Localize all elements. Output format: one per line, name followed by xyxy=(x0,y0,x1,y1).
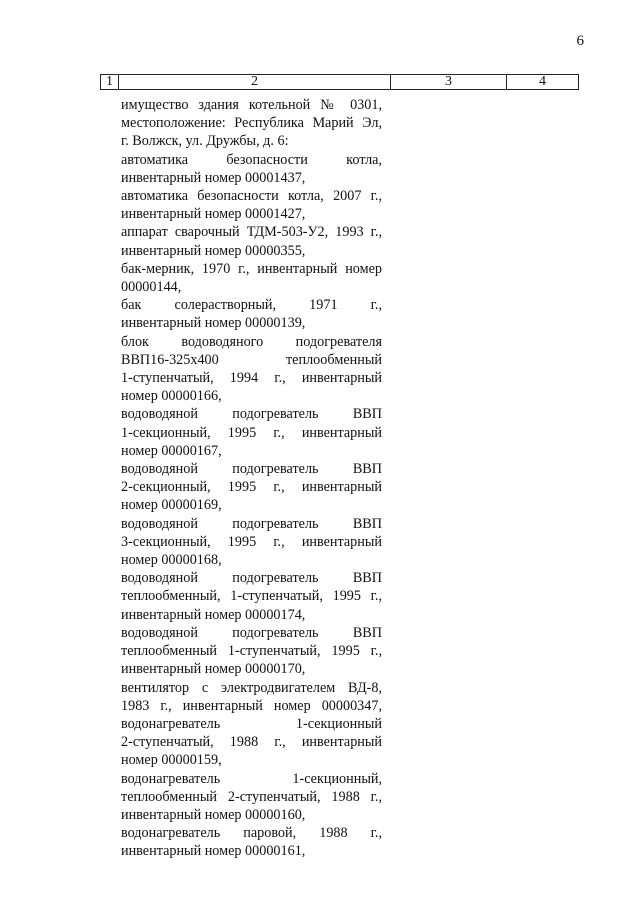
text-line: водоводяной подогреватель ВВП xyxy=(121,515,382,532)
table-header-row xyxy=(100,74,579,90)
text-line: инвентарный номер 00000174, xyxy=(121,606,306,623)
text-line: теплообменный, 1-ступенчатый, 1995 г., xyxy=(121,588,382,605)
property-list-text xyxy=(121,96,382,861)
text-line: инвентарный номер 00000139, xyxy=(121,315,306,332)
text-line: инвентарный номер 00001437, xyxy=(121,169,306,186)
text-line: 1983 г., инвентарный номер 00000347, xyxy=(121,697,382,714)
text-line: инвентарный номер 00001427, xyxy=(121,206,306,223)
text-line: блок водоводяного подогревателя xyxy=(121,333,382,350)
text-line: 2-ступенчатый, 1988 г., инвентарный xyxy=(121,734,382,751)
text-line: номер 00000166, xyxy=(121,388,222,405)
text-line: бак-мерник, 1970 г., инвентарный номер xyxy=(121,260,382,277)
text-line: водонагреватель 1-секционный xyxy=(121,715,382,732)
text-line: г. Волжск, ул. Дружбы, д. 6: xyxy=(121,133,289,150)
text-line: 00000144, xyxy=(121,279,182,296)
text-line: инвентарный номер 00000170, xyxy=(121,661,306,678)
text-line: водоводяной подогреватель ВВП xyxy=(121,624,382,641)
text-line: номер 00000168, xyxy=(121,552,222,569)
text-line: инвентарный номер 00000160, xyxy=(121,806,306,823)
text-line: теплообменный 2-ступенчатый, 1988 г., xyxy=(121,788,382,805)
text-line: водоводяной подогреватель ВВП xyxy=(121,570,382,587)
text-line: номер 00000167, xyxy=(121,442,222,459)
text-line: 1-ступенчатый, 1994 г., инвентарный xyxy=(121,370,382,387)
column-header-3: 3 xyxy=(391,75,507,89)
text-line: номер 00000169, xyxy=(121,497,222,514)
text-line: аппарат сварочный ТДМ-503-У2, 1993 г., xyxy=(121,224,382,241)
text-line: водоводяной подогреватель ВВП xyxy=(121,461,382,478)
text-line: инвентарный номер 00000161, xyxy=(121,843,306,860)
text-line: 1-секционный, 1995 г., инвентарный xyxy=(121,424,382,441)
text-line: водоводяной подогреватель ВВП xyxy=(121,406,382,423)
text-line: теплообменный 1-ступенчатый, 1995 г., xyxy=(121,643,382,660)
text-line: имущество здания котельной № 0301, xyxy=(121,97,382,113)
text-line: номер 00000159, xyxy=(121,752,222,769)
text-line: водонагреватель паровой, 1988 г., xyxy=(121,825,382,842)
text-line: вентилятор с электродвигателем ВД-8, xyxy=(121,679,382,696)
text-line: ВВП16-325х400 теплообменный xyxy=(121,351,382,368)
text-line: инвентарный номер 00000355, xyxy=(121,242,306,259)
text-line: 3-секционный, 1995 г., инвентарный xyxy=(121,533,382,550)
column-header-4: 4 xyxy=(539,74,546,89)
text-line: 2-секционный, 1995 г., инвентарный xyxy=(121,479,382,496)
text-line: местоположение: Республика Марий Эл, xyxy=(121,115,382,132)
text-line: бак солерастворный, 1971 г., xyxy=(121,297,382,314)
page-number: 6 xyxy=(576,33,584,49)
text-line: автоматика безопасности котла, xyxy=(121,151,382,168)
text-line: водонагреватель 1-секционный, xyxy=(121,770,382,787)
column-header-1: 1 xyxy=(101,75,119,89)
text-line: автоматика безопасности котла, 2007 г., xyxy=(121,188,382,205)
column-header-2: 2 xyxy=(119,75,391,89)
